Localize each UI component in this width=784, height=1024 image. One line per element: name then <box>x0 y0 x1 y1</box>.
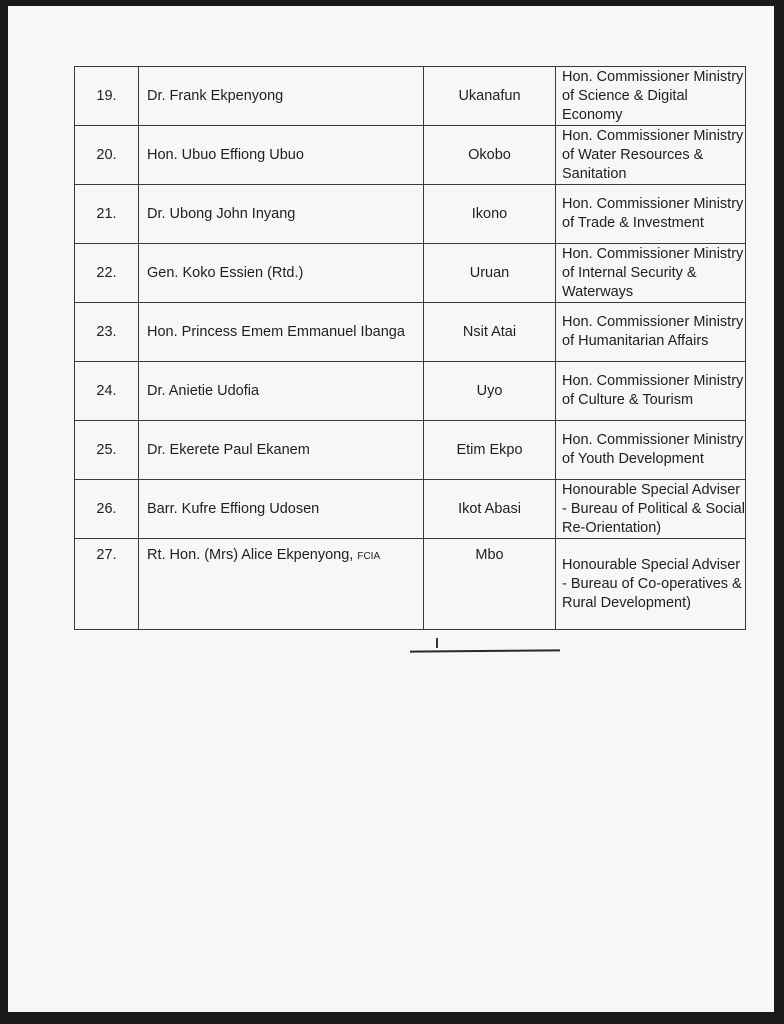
row-number: 23. <box>75 303 139 362</box>
appointee-name-text: Rt. Hon. (Mrs) Alice Ekpenyong, <box>147 547 354 563</box>
local-government-area: Etim Ekpo <box>424 421 556 480</box>
office-title: Hon. Commissioner Ministry of Culture & Tourism <box>556 362 746 421</box>
table-row <box>75 67 746 126</box>
name-suffix: FCIA <box>357 551 381 562</box>
appointee-name: Dr. Anietie Udofia <box>139 362 424 421</box>
local-government-area: Ikono <box>424 185 556 244</box>
office-title: Hon. Commissioner Ministry of Science & Digital Economy <box>556 67 746 126</box>
appointee-name: Hon. Ubuo Effiong Ubuo <box>139 126 424 185</box>
row-number: 19. <box>75 67 139 126</box>
appointee-name <box>139 539 424 630</box>
row-number: 26. <box>75 480 139 539</box>
table-row <box>75 480 746 539</box>
office-title: Hon. Commissioner Ministry of Trade & Investment <box>556 185 746 244</box>
appointees-table <box>74 66 746 630</box>
appointee-name: Gen. Koko Essien (Rtd.) <box>139 244 424 303</box>
local-government-area: Ukanafun <box>424 67 556 126</box>
table-row <box>75 244 746 303</box>
table-row <box>75 303 746 362</box>
table-row <box>75 539 746 630</box>
appointee-name: Dr. Ubong John Inyang <box>139 185 424 244</box>
local-government-area: Mbo <box>424 539 556 630</box>
office-title: Hon. Commissioner Ministry of Internal Security & Waterways <box>556 244 746 303</box>
row-number: 24. <box>75 362 139 421</box>
row-number: 21. <box>75 185 139 244</box>
office-title: Hon. Commissioner Ministry of Youth Development <box>556 421 746 480</box>
local-government-area: Uruan <box>424 244 556 303</box>
table-row <box>75 126 746 185</box>
office-title: Honourable Special Adviser - Bureau of Co-operatives & Rural Development) <box>556 539 746 630</box>
row-number: 22. <box>75 244 139 303</box>
appointee-name: Barr. Kufre Effiong Udosen <box>139 480 424 539</box>
appointee-name: Dr. Ekerete Paul Ekanem <box>139 421 424 480</box>
table-row <box>75 421 746 480</box>
table-row <box>75 362 746 421</box>
local-government-area: Uyo <box>424 362 556 421</box>
office-title: Hon. Commissioner Ministry of Humanitarian Affairs <box>556 303 746 362</box>
local-government-area: Nsit Atai <box>424 303 556 362</box>
row-number: 20. <box>75 126 139 185</box>
local-government-area: Okobo <box>424 126 556 185</box>
local-government-area: Ikot Abasi <box>424 480 556 539</box>
pen-mark <box>436 638 438 648</box>
table-row <box>75 185 746 244</box>
row-number: 25. <box>75 421 139 480</box>
appointee-name: Dr. Frank Ekpenyong <box>139 67 424 126</box>
office-title: Hon. Commissioner Ministry of Water Resources & Sanitation <box>556 126 746 185</box>
appointee-name: Hon. Princess Emem Emmanuel Ibanga <box>139 303 424 362</box>
office-title: Honourable Special Adviser - Bureau of Political & Social Re-Orientation) <box>556 480 746 539</box>
row-number: 27. <box>75 539 139 630</box>
